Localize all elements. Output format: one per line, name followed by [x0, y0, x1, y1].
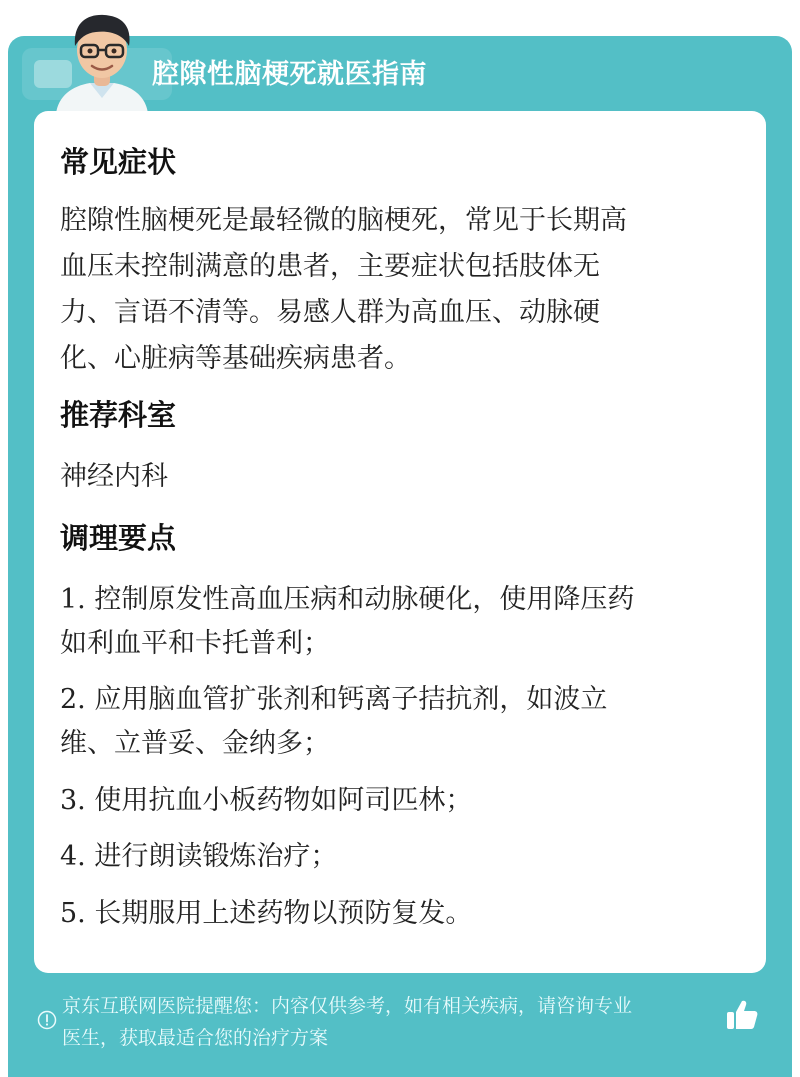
care-heading: 调理要点	[60, 521, 177, 555]
care-item-text: 控制原发性高血压病和动脉硬化，使用降压药	[94, 584, 635, 615]
care-item-number: 1.	[60, 584, 86, 615]
care-item-number: 3.	[60, 785, 86, 816]
footer-line-1: 京东互联网医院提醒您：内容仅供参考，如有相关疾病，请咨询专业	[62, 995, 633, 1017]
care-item-5	[60, 891, 472, 937]
department-heading: 推荐科室	[60, 398, 177, 432]
symptoms-line-3: 力、言语不清等。易感人群为高血压、动脉硬	[60, 297, 600, 328]
symptoms-line-4: 化、心脏病等基础疾病患者。	[60, 343, 411, 374]
care-item-4	[60, 834, 337, 880]
care-item-2-cont	[60, 721, 330, 767]
symptoms-line-1: 腔隙性脑梗死是最轻微的脑梗死，常见于长期高	[60, 205, 627, 236]
care-item-1-cont	[60, 621, 330, 667]
department-text: 神经内科	[60, 461, 168, 492]
thumbs-up-icon[interactable]	[724, 997, 760, 1033]
care-item-number: 4.	[60, 841, 86, 872]
care-item-number: 5.	[60, 898, 86, 929]
footer-disclaimer	[62, 990, 632, 1054]
care-item-number: 2.	[60, 684, 86, 715]
symptoms-heading: 常见症状	[60, 145, 177, 179]
care-item-2	[60, 677, 607, 723]
care-item-text: 应用脑血管扩张剂和钙离子拮抗剂，如波立	[94, 684, 608, 715]
symptoms-line-2: 血压未控制满意的患者，主要症状包括肢体无	[60, 251, 600, 282]
care-item-3	[60, 778, 472, 824]
care-item-text: 使用抗血小板药物如阿司匹林；	[94, 785, 473, 816]
care-item-text: 长期服用上述药物以预防复发。	[94, 898, 473, 929]
footer-line-2: 医生，获取最适合您的治疗方案	[62, 1027, 329, 1049]
care-item-text: 进行朗读锻炼治疗；	[94, 841, 338, 872]
info-icon	[37, 1010, 57, 1030]
care-item-text: 维、立普妥、金纳多；	[60, 728, 330, 759]
care-item-1	[60, 577, 634, 623]
care-item-text: 如利血平和卡托普利；	[60, 628, 330, 659]
doctor-avatar-icon	[50, 6, 154, 114]
page-title: 腔隙性脑梗死就医指南	[152, 59, 427, 90]
